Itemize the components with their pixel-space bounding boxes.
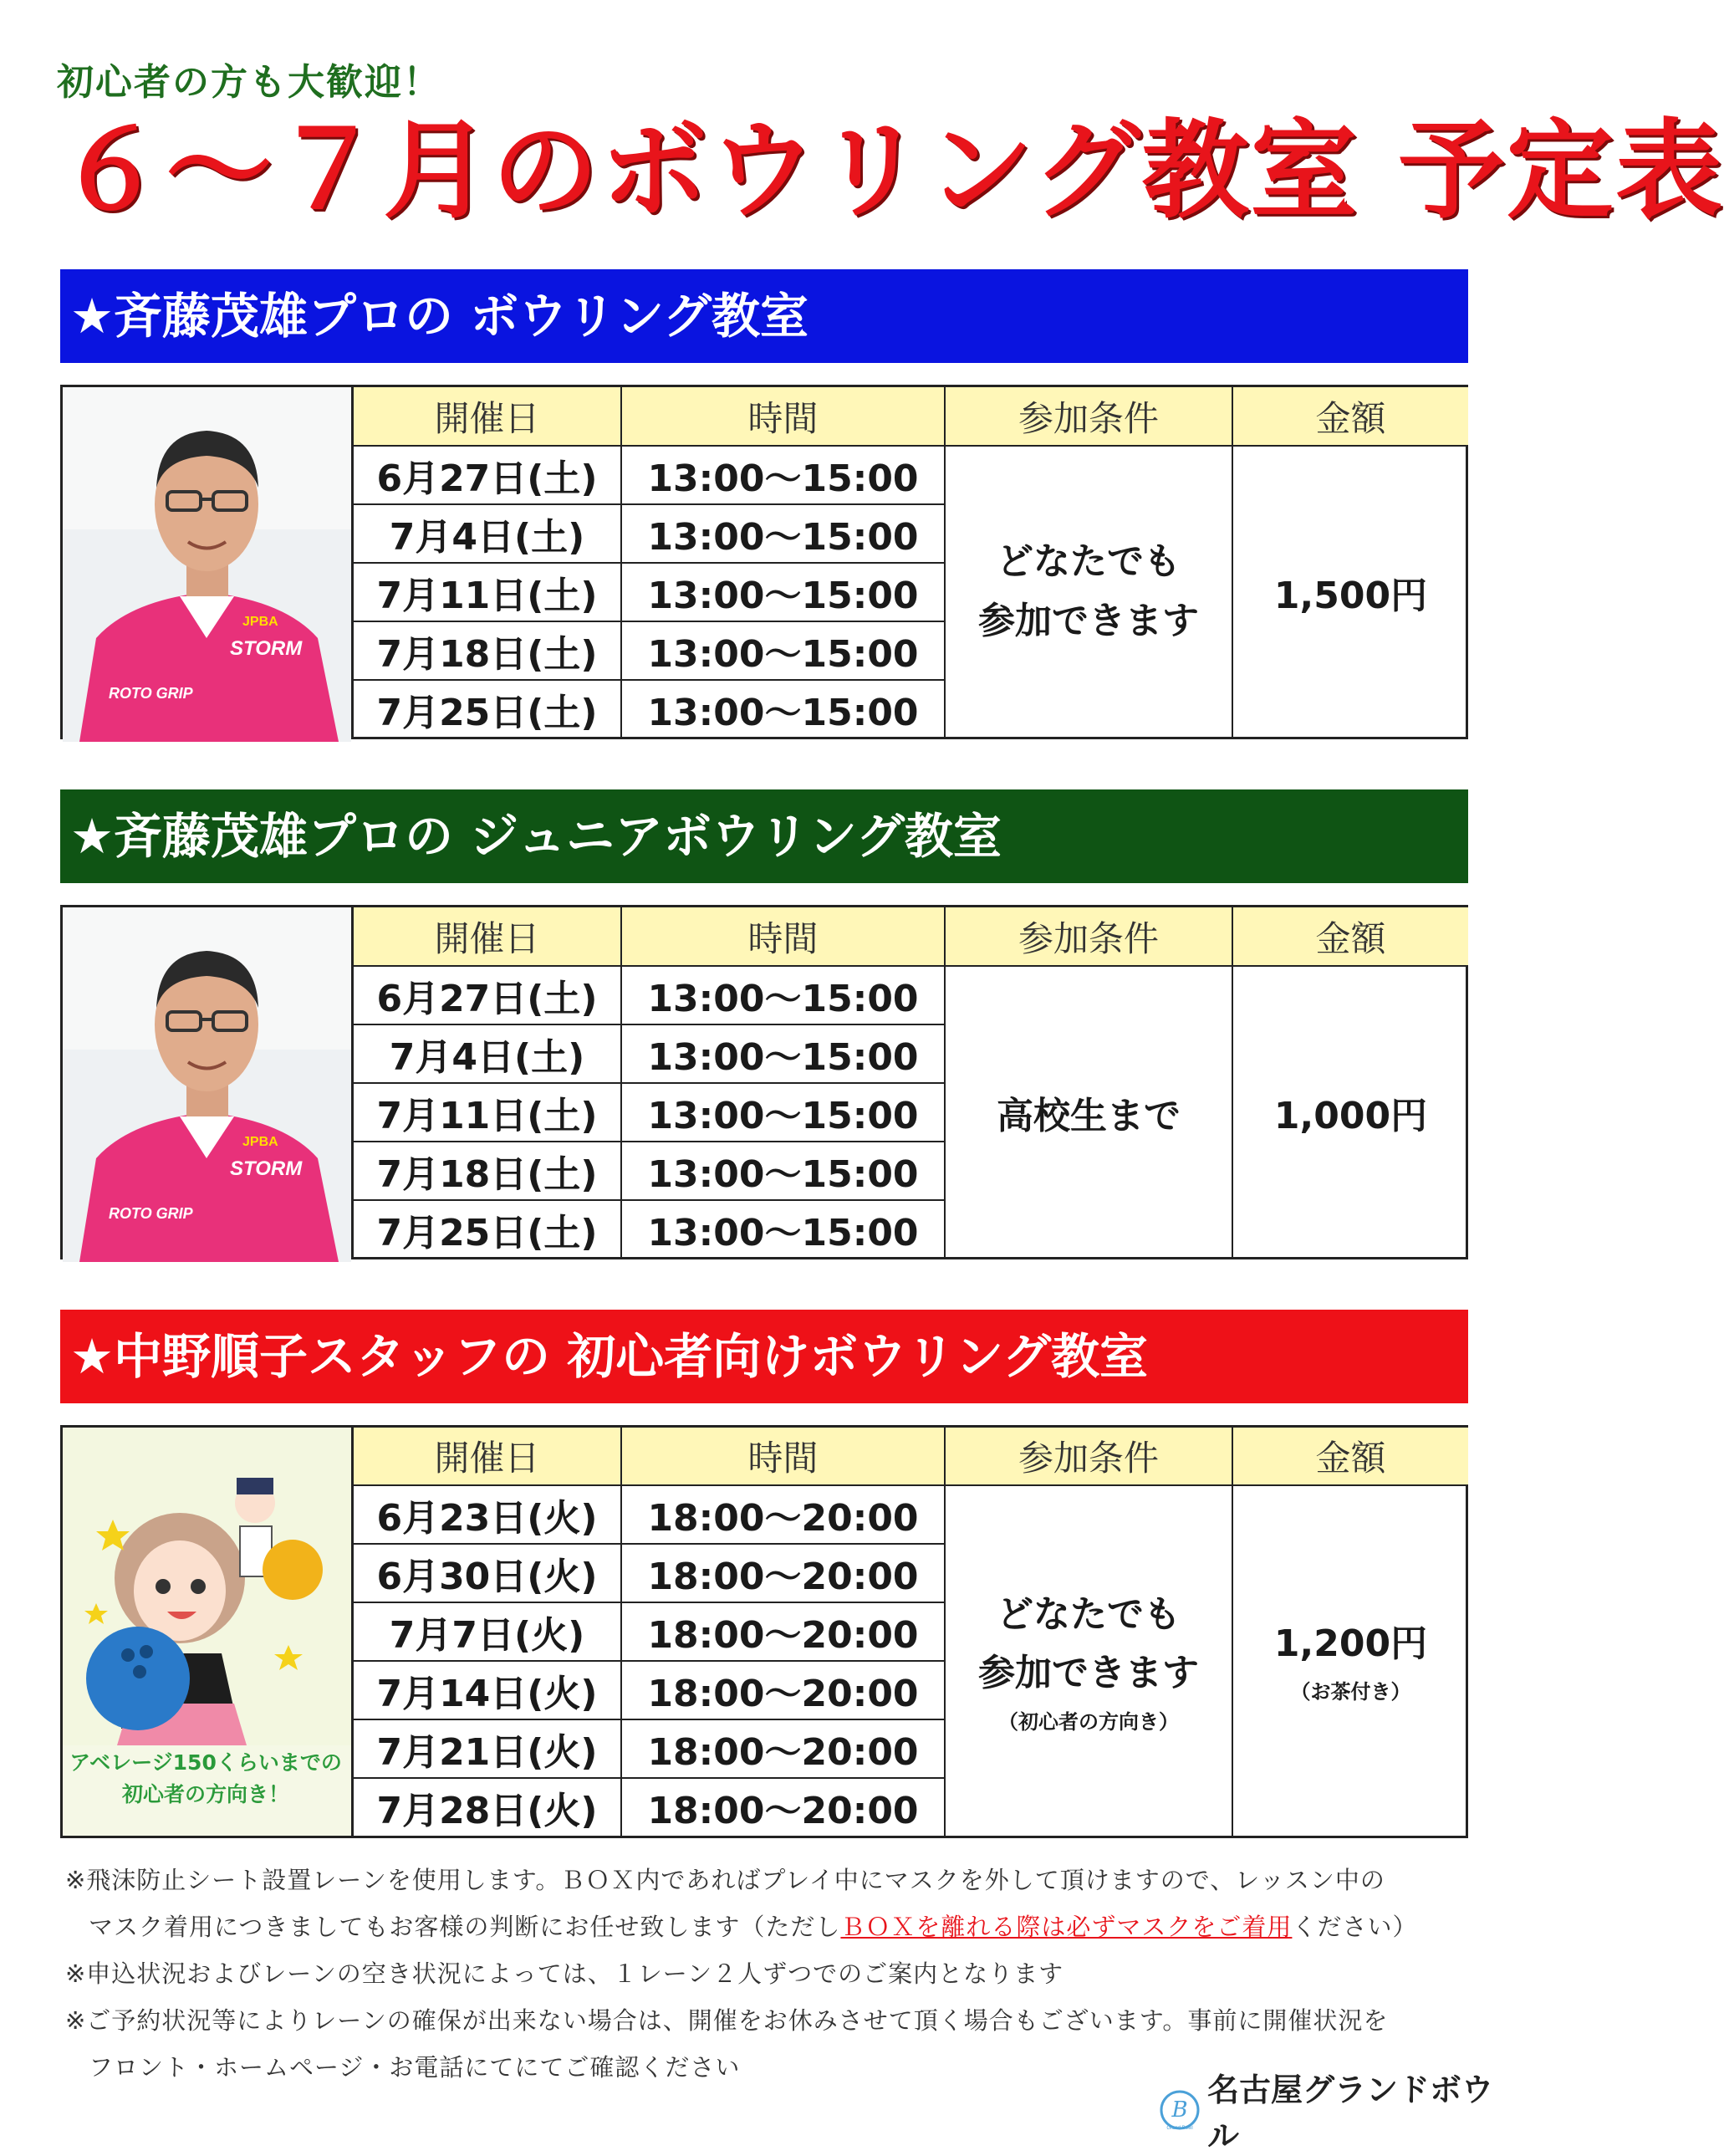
note-3-line-1: ※ご予約状況等によりレーンの確保が出来ない場合は、開催をお休みさせて頂く場合もございます。事前に開催状況を xyxy=(65,2006,1389,2035)
table-row-date: 7月18日(土) xyxy=(354,622,622,681)
table-row-time: 13:00～15:00 xyxy=(622,1142,946,1201)
shirt-org-text: JPBA xyxy=(242,615,278,629)
col-header-date: 開催日 xyxy=(354,907,622,967)
svg-text:B: B xyxy=(1171,2097,1188,2123)
table-row-date: 7月25日(土) xyxy=(354,681,622,737)
col-header-price: 金額 xyxy=(1233,387,1468,447)
note-1-line-1: ※飛沫防止シート設置レーンを使用します。ＢＯＸ内であればプレイ中にマスクを外して頂けますので、レッスン中の xyxy=(65,1866,1385,1894)
table-row-date: 6月30日(火) xyxy=(354,1545,622,1603)
condition-cell xyxy=(946,447,1233,737)
table-row-time: 13:00～15:00 xyxy=(622,681,946,737)
table-row-date: 7月14日(火) xyxy=(354,1662,622,1720)
logo-text: 名古屋グランドボウル xyxy=(1207,2072,1494,2154)
page-title: ６～７月のボウリング教室 予定表 xyxy=(57,109,1724,233)
col-header-time: 時間 xyxy=(622,1428,946,1486)
table-row-date: 7月11日(土) xyxy=(354,1084,622,1142)
table-row-date: 7月28日(火) xyxy=(354,1779,622,1836)
shirt-brand-text: ROTO GRIP xyxy=(109,1205,193,1222)
condition-cell: 高校生まで xyxy=(946,967,1233,1257)
col-header-condition: 参加条件 xyxy=(946,907,1233,967)
table-row-time: 13:00～15:00 xyxy=(622,1201,946,1257)
price-note: （お茶付き） xyxy=(1290,1680,1411,1704)
notes-block xyxy=(65,1857,1417,2091)
condition-line-2: 参加できます xyxy=(978,1652,1199,1695)
illustration-caption-2: 初心者の方向き！ xyxy=(121,1782,289,1806)
table-row-time: 13:00～15:00 xyxy=(622,505,946,564)
table-row-date: 6月27日(土) xyxy=(354,967,622,1025)
table-row-time: 18:00～20:00 xyxy=(622,1545,946,1603)
col-header-price: 金額 xyxy=(1233,907,1468,967)
table-row-time: 13:00～15:00 xyxy=(622,1025,946,1084)
table-row-date: 7月4日(土) xyxy=(354,505,622,564)
table-row-time: 13:00～15:00 xyxy=(622,967,946,1025)
table-row-date: 7月18日(土) xyxy=(354,1142,622,1201)
condition-line-2: 参加できます xyxy=(978,599,1199,642)
shirt-brand-text: ROTO GRIP xyxy=(109,685,193,702)
note-mask-emphasis: ＢＯＸを離れる際は必ずマスクをご着用 xyxy=(840,1913,1293,1941)
schedule-table-saito xyxy=(60,385,1468,739)
note-1-line-2: マスク着用につきましてもお客様の判断にお任せ致します（ただしＢＯＸを離れる際は必ずマスクをご着用ください） xyxy=(89,1913,1418,1941)
condition-cell xyxy=(946,1486,1233,1836)
table-row-time: 18:00～20:00 xyxy=(622,1662,946,1720)
shirt-org-text: JPBA xyxy=(242,1135,278,1149)
logo-mark-text: Grand Bowl xyxy=(1166,2126,1193,2131)
instructor-photo-saito xyxy=(63,387,354,737)
col-header-price: 金額 xyxy=(1233,1428,1468,1486)
table-row-time: 13:00～15:00 xyxy=(622,622,946,681)
table-row-date: 7月7日(火) xyxy=(354,1603,622,1662)
price-cell: 1,000円 xyxy=(1273,1094,1428,1137)
table-row-date: 7月11日(土) xyxy=(354,564,622,622)
col-header-time: 時間 xyxy=(622,387,946,447)
grand-bowl-logo-icon xyxy=(1159,2089,1201,2131)
schedule-table-nakano xyxy=(60,1425,1468,1838)
table-row-date: 6月23日(火) xyxy=(354,1486,622,1545)
section-banner-nakano: ★中野順子スタッフの 初心者向けボウリング教室 xyxy=(60,1310,1468,1403)
note-2: ※申込状況およびレーンの空き状況によっては、１レーン２人ずつでのご案内となります xyxy=(65,1959,1064,1988)
note-3-line-2: フロント・ホームページ・お電話にてにてご確認ください xyxy=(89,2053,741,2082)
section-banner-saito: ★斉藤茂雄プロの ボウリング教室 xyxy=(60,269,1468,363)
table-row-time: 18:00～20:00 xyxy=(622,1603,946,1662)
table-row-date: 6月27日(土) xyxy=(354,447,622,505)
col-header-condition: 参加条件 xyxy=(946,387,1233,447)
grand-bowl-logo xyxy=(1159,2064,1514,2156)
condition-line-1: どなたでも xyxy=(997,1592,1181,1636)
table-row-time: 18:00～20:00 xyxy=(622,1720,946,1779)
section-banner-junior: ★斉藤茂雄プロの ジュニアボウリング教室 xyxy=(60,789,1468,883)
table-row-date: 7月4日(土) xyxy=(354,1025,622,1084)
shirt-sponsor-text: STORM xyxy=(230,637,303,660)
table-row-date: 7月25日(土) xyxy=(354,1201,622,1257)
col-header-date: 開催日 xyxy=(354,387,622,447)
table-row-time: 13:00～15:00 xyxy=(622,564,946,622)
col-header-condition: 参加条件 xyxy=(946,1428,1233,1486)
col-header-date: 開催日 xyxy=(354,1428,622,1486)
instructor-illustration-nakano xyxy=(63,1428,354,1836)
condition-line-1: どなたでも xyxy=(997,540,1181,584)
condition-note: （初心者の方向き） xyxy=(998,1709,1179,1734)
header-subtitle: 初心者の方も大歓迎！ xyxy=(57,61,441,104)
shirt-sponsor-text: STORM xyxy=(230,1157,303,1180)
table-row-time: 13:00～15:00 xyxy=(622,447,946,505)
table-row-time: 18:00～20:00 xyxy=(622,1486,946,1545)
instructor-photo-saito-junior xyxy=(63,907,354,1257)
illustration-caption-1: アベレージ150くらいまでの xyxy=(69,1750,342,1775)
schedule-table-junior xyxy=(60,905,1468,1259)
table-row-date: 7月21日(火) xyxy=(354,1720,622,1779)
price-cell: 1,500円 xyxy=(1273,574,1428,617)
col-header-time: 時間 xyxy=(622,907,946,967)
price-value: 1,200円 xyxy=(1273,1622,1428,1665)
price-cell xyxy=(1233,1486,1468,1836)
table-row-time: 13:00～15:00 xyxy=(622,1084,946,1142)
table-row-time: 18:00～20:00 xyxy=(622,1779,946,1836)
